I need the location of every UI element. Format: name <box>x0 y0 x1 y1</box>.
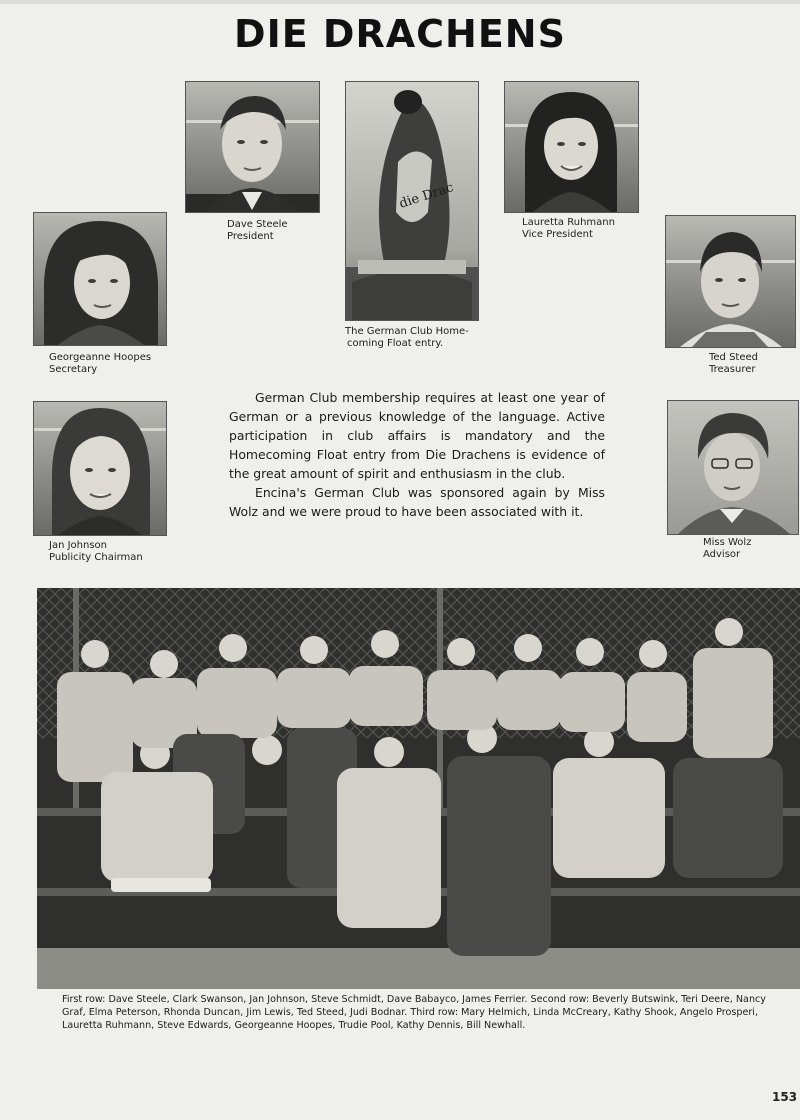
caption-secretary <box>49 352 151 376</box>
club-description <box>229 388 605 521</box>
description-paragraph-1: German Club membership requires at least one year of German or a previous knowledge of the language. Active participation in club affairs is mandatory and the Homecoming Float entry from Die Drachens is evidence of the great amount of spirit and enthusiasm in the club. <box>229 390 605 481</box>
officer-name: Dave Steele <box>227 219 288 230</box>
portrait-photo-publicity-chairman <box>33 401 167 536</box>
float-caption-line1: The German Club Home- <box>345 326 469 337</box>
caption-float <box>345 326 469 350</box>
portrait-photo-president <box>185 81 320 213</box>
group-photo-caption: First row: Dave Steele, Clark Swanson, Jan Johnson, Steve Schmidt, Dave Babayco, James Ferrier. Second row: Beverly Butswink, Teri Deere, Nancy Graf, Elma Peterson, Rhonda Duncan, Jim Lewis, Ted Steed, Judi Bodnar. Third row: Mary Helmich, Linda McCreary, Kathy Shook, Angelo Prosperi, Lauretta Ruhmann, Steve Edwards, Georgeanne Hoopes, Trudie Pool, Kathy Dennis, Bill Newhall. <box>62 994 766 1031</box>
page-number: 153 <box>772 1090 798 1104</box>
caption-advisor <box>703 537 751 561</box>
portrait-photo-advisor <box>667 400 799 535</box>
caption-president <box>227 219 288 243</box>
officer-name: Lauretta Ruhmann <box>522 217 615 228</box>
caption-treasurer <box>709 352 758 376</box>
page-title: DIE DRACHENS <box>234 12 566 56</box>
officer-role: Publicity Chairman <box>49 552 143 563</box>
officer-name: Miss Wolz <box>703 537 752 548</box>
portrait-photo-secretary <box>33 212 167 346</box>
officer-role: President <box>227 231 274 242</box>
group-photo <box>37 588 800 989</box>
officer-role: Advisor <box>703 549 741 560</box>
portrait-photo-treasurer <box>665 215 796 348</box>
officer-name: Ted Steed <box>709 352 759 363</box>
caption-publicity-chairman <box>49 540 143 564</box>
officer-role: Secretary <box>49 364 98 375</box>
page-edge <box>0 0 800 4</box>
svg-text:die Drac: die Drac <box>397 180 456 212</box>
description-paragraph-2: Encina's German Club was sponsored again by Miss Wolz and we were proud to have been associated with it. <box>229 485 605 519</box>
caption-vice-president <box>522 217 615 241</box>
officer-name: Jan Johnson <box>49 540 108 551</box>
homecoming-float-photo <box>345 81 479 321</box>
officer-name: Georgeanne Hoopes <box>49 352 152 363</box>
officer-role: Treasurer <box>709 364 756 375</box>
float-caption-line2: coming Float entry. <box>347 338 444 349</box>
officer-role: Vice President <box>522 229 593 240</box>
portrait-photo-vice-president <box>504 81 639 213</box>
